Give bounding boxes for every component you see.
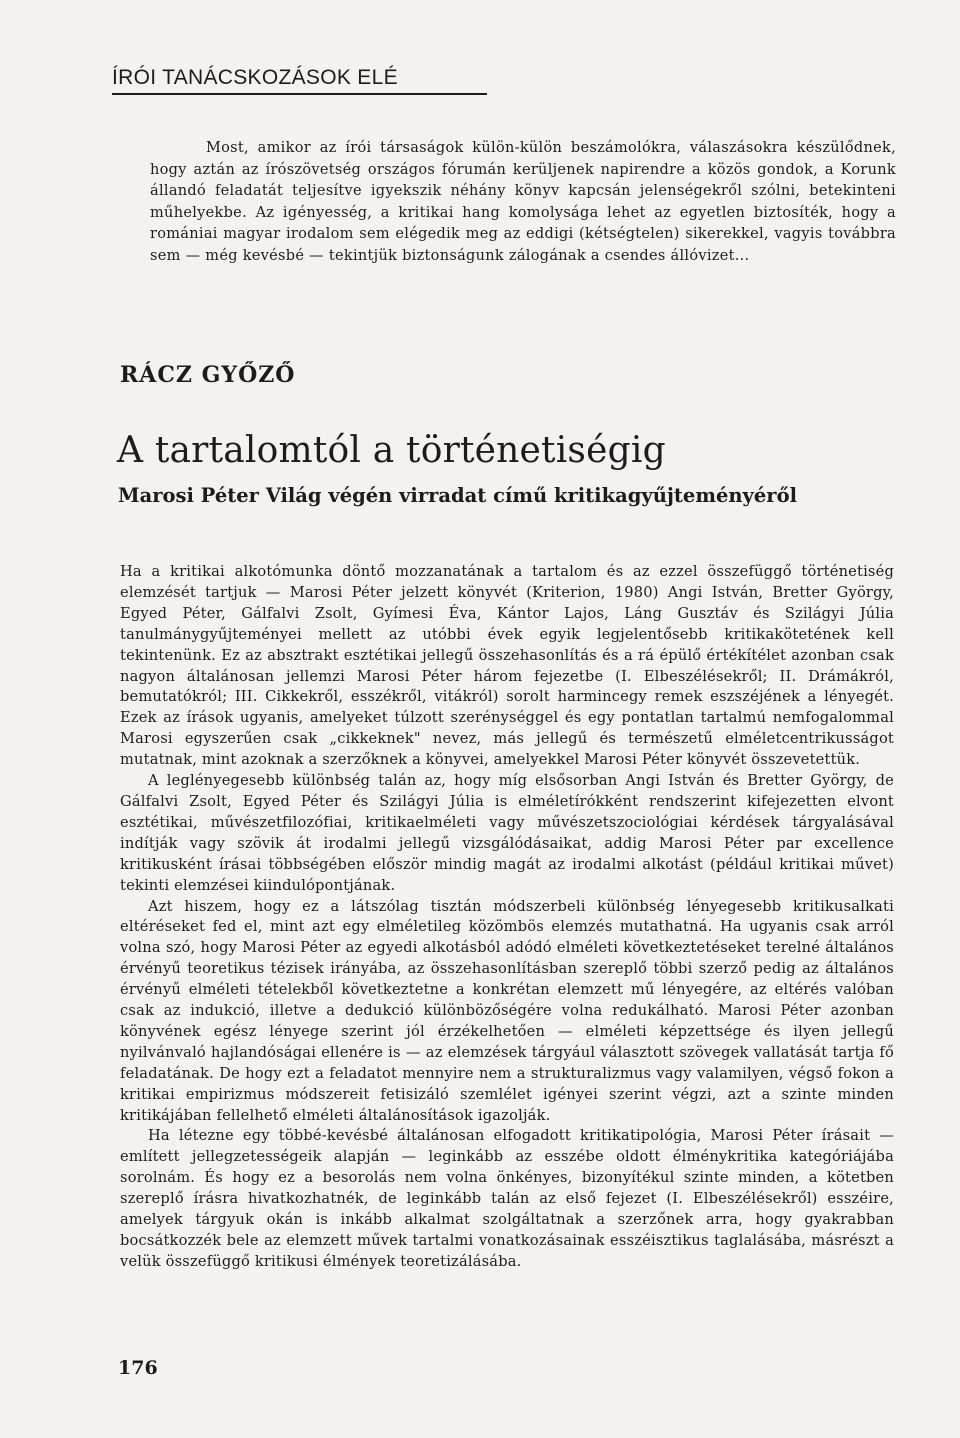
article-title: A tartalomtól a történetiségig xyxy=(117,430,666,471)
body-paragraph-4: Ha létezne egy többé-kevésbé általánosan elfogadott kritikatipológia, Marosi Péter írásait — említett jellegzetességeik alapján — leginkább az esszébe oldott élménykritika kategóriájába sorolnám. És hogy ez a besorolás nem volna önkényes, bizonyítékul szinte minden, a kötetben szereplő írásra hivatkozhatnék, de leginkább talán az első fejezet (I. Elbeszélésekről) esszéire, amelyek tárgyuk okán is inkább alkalmat szolgáltatnak a szerzőnek arra, hogy gyakrabban bocsátkozzék bele az elemzett művek tartalmi vonatkozásainak esszéisztikus taglalásába, másrészt a velük összefüggő kritikusi élmények teoretizálásába. xyxy=(120,1127,894,1270)
article-body xyxy=(120,562,894,1273)
page-number: 176 xyxy=(118,1357,158,1379)
body-paragraph-3: Azt hiszem, hogy ez a látszólag tisztán módszerbeli különbség lényegesebb kritikusalkati eltéréseket fed el, mint azt egy elméletileg közömbös elemzés mutathatná. Ha ugyanis csak arról volna szó, hogy Marosi Péter az egyedi alkotásból adódó elméleti következtetéseket terelné általános érvényű teoretikus tézisek irányába, az összehasonlításban szereplő többi szerző pedig az általános érvényű elméleti tételekből következtetne a konkrétan elemzett mű lényegére, az eltérés valóban csak az indukció, illetve a dedukció különbözőségére volna redukálható. Marosi Péter azonban könyvének egész lényege szerint jól érzékelhetően — elméleti képzettsége és ilyen jellegű nyilvánvaló hajlandóságai ellenére is — az elemzések tárgyául választott szövegek vallatását tartja fő feladatának. De hogy ezt a feladatot mennyire nem a strukturalizmus vagy valamilyen, végső fokon a kritikai empirizmus módszereit fetisizáló szemlélet igényei szerint végzi, azt a szinte minden kritikájában fellelhető elméleti általánosítások igazolják. xyxy=(120,897,894,1124)
article-subtitle: Marosi Péter Világ végén virradat című kritikagyűjteményéről xyxy=(118,484,797,507)
section-heading: ÍRÓI TANÁCSKOZÁSOK ELÉ xyxy=(112,66,487,95)
author-name: RÁCZ GYŐZŐ xyxy=(120,362,296,388)
body-paragraph-2: A leglényegesebb különbség talán az, hogy míg elsősorban Angi István és Bretter György, de Gálfalvi Zsolt, Egyed Péter és Szilágyi Júlia is elméletírókként rendszerint kifejezetten elvont esztétikai, művészetfilozófiai, kritikaelméleti vagy művészetszociológiai kérdések tárgyalásával indítják vagy szövik át irodalmi jellegű vizsgálódásaikat, addig Marosi Péter par excellence kritikusként írásai többségében először mindig magát az irodalmi alkotást (például kritikai művet) tekinti elemzései kiindulópontjának. xyxy=(120,772,894,894)
editorial-intro xyxy=(150,138,896,268)
intro-paragraph: Most, amikor az írói társaságok külön-külön beszámolókra, válaszásokra készülődnek, hogy aztán az írószövetség országos fórumán kerüljenek napirendre a közös gondok, a Korunk állandó feladatát teljesítve igyekszik néhány könyv kapcsán jelenségekről szólni, betekinteni műhelyekbe. Az igényesség, a kritikai hang komolysága lehet az egyetlen biztosíték, hogy a romániai magyar irodalom sem elégedik meg az eddigi (kétségtelen) sikerekkel, vagyis továbbra sem — még kevésbé — tekintjük biztonságunk zálogának a csendes állóvizet... xyxy=(150,140,896,264)
body-paragraph-1: Ha a kritikai alkotómunka döntő mozzanatának a tartalom és az ezzel összefüggő történetiség elemzését tartjuk — Marosi Péter jelzett könyvét (Kriterion, 1980) Angi István, Bretter György, Egyed Péter, Gálfalvi Zsolt, Gyímesi Éva, Kántor Lajos, Láng Gusztáv és Szilágyi Júlia tanulmánygyűjteményei mellett az utóbbi évek egyik legjelentősebb kritikakötetének kell tekintenünk. Ez az absztrakt esztétikai jellegű összehasonlítás és a rá épülő értékítélet azonban csak nagyon általánosan jellemzi Marosi Péter három fejezetbe (I. Elbeszélésekről; II. Drámákról, bemutatókról; III. Cikkekről, esszékről, vitákról) sorolt harmincegy remek eszszéjének a lényegét. Ezek az írások ugyanis, amelyeket túlzott szerénységgel és egy pontatlan tartalmú nemfogalommal Marosi egyszerűen csak „cikkeknek" nevez, más jellegű és természetű elméletcentrikusságot mutatnak, mint azoknak a szerzőknek a könyvei, amelyekkel Marosi Péter könyvét összevetettük. xyxy=(120,563,894,769)
